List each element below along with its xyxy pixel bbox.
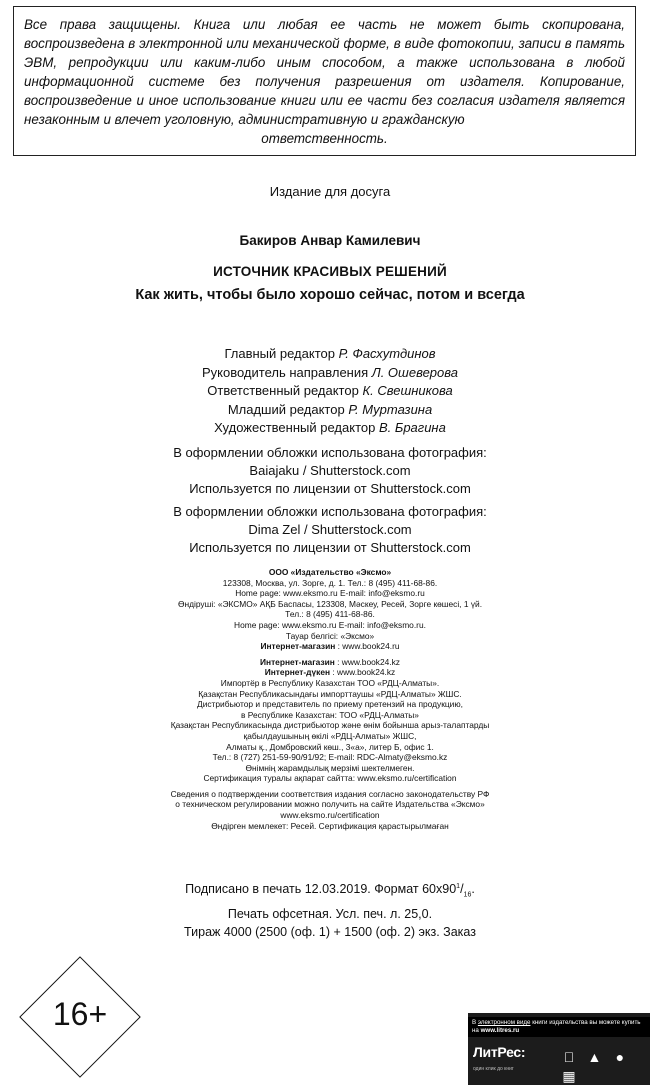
windows-icon: ▦ [562, 1072, 576, 1088]
litres-tagline: один клик до книг [473, 1066, 514, 1072]
litres-logo: ЛитРес: [473, 1044, 526, 1060]
cover-photo-credit: В оформлении обложки использована фотография: Dima Zel / Shutterstock.com Используется по лицензии от Shutterstock.com [173, 504, 487, 555]
android-icon: ▲ [587, 1053, 602, 1069]
platform-icons [560, 1048, 650, 1086]
copyright-last-line: ответственность. [261, 131, 388, 146]
credit-line: Руководитель направления Л. Ошеверова [201, 364, 458, 380]
litres-promo-text: В электронном виде книги издательства вы можете купить на www.litres.ru [468, 1017, 650, 1037]
blackberry-icon: ● [615, 1053, 625, 1069]
litres-banner[interactable] [468, 1013, 650, 1088]
copyright-notice [13, 6, 636, 156]
print-details: Подписано в печать 12.03.2019. Формат $60х90^1/_{16}$. Печать офсетная. Усл. печ. л. 25,0. Тираж 4000 (2500 (оф. 1) + 1500 (оф. 2) экз. Заказ [184, 882, 476, 939]
age-rating-badge [20, 957, 140, 1077]
book-title: ИСТОЧНИК КРАСИВЫХ РЕШЕНИЙ [213, 264, 447, 279]
apple-icon [560, 1048, 578, 1066]
copyright-text: Все права защищены. Книга или любая ее часть не может быть скопирована, воспроизведена в электронной или механической форме, в виде фотокопии, записи в память ЭВМ, репродукции или каким-либо иным способом, а также использована в любой информационной системе без получения разрешения от издателя. Копирование, воспроизведение и иное использование книги или ее части без согласия издателя является незаконным и влечет уголовную, административную и гражданскую [24, 17, 625, 127]
book-subtitle: Как жить, чтобы было хорошо сейчас, потом и всегда [135, 287, 525, 303]
credit-line: Художественный редактор В. Брагина [214, 420, 446, 435]
author-name: Бакиров Анвар Камилевич [239, 233, 421, 248]
cover-photo-credit: В оформлении обложки использована фотография: Baiajaku / Shutterstock.com Используется по лицензии от Shutterstock.com [173, 445, 487, 496]
credit-line: Младший редактор Р. Муртазина [227, 401, 433, 417]
age-rating-text: 16+ [52, 996, 108, 1032]
edition-type: Издание для досуга [269, 184, 391, 199]
credit-line: Ответственный редактор К. Свешникова [207, 383, 453, 398]
credit-line: Главный редактор Р. Фасхутдинов [224, 346, 436, 361]
editorial-credits [0, 345, 660, 438]
publisher-info: ООО «Издательство «Эксмо» 123308, Москва, ул. Зорге, д. 1. Тел.: 8 (495) 411-68-86. Home page: www.eksmo.ru E-mail: info@eksmo.ru Өндіруші: «ЭКСМО» АҚБ Баспасы, 123308, Мәскеу, Ресей, Зорге көшесі, 1 үй. Тел.: 8 (495) 411-68-86. Home page: www.eksmo.ru E-mail: info@eksmo.ru. Тауар белгісі: «Эксмо» Интернет-магазин : www.book24.ru Интернет-магазин : www.book24.kz Интернет-дүкен : www.book24.kz Импортёр в Республику Казахстан ТОО «РДЦ-Алматы». Қазақстан Республикасындағы импорттаушы «РДЦ-Алматы» ЖШС. Дистрибьютор и представитель по приему претензий на продукцию, в Республике Казахстан: ТОО «РДЦ-Алматы» Қазақстан Республикасында дистрибьютор және өнім бойынша арыз-талаптарды қабылдаушының өкілі «РДЦ-Алматы» ЖШС, Алматы қ., Домбровский көш., 3«а», литер Б, офис 1. Тел.: 8 (727) 251-59-90/91/92; E-mail: RDC-Almaty@eksmo.kz Өнімнің жарамдылық мерзімі шектелмеген. Сертификация туралы ақпарат сайтта: www.eksmo.ru/certification Сведения о подтверждении соответствия издания согласно законодательству РФ о техническом регулировании можно получить на сайте Издательства «Эксмо» www.eksmo.ru/certification Өндірген мемлекет: Ресей. Сертификация қарастырылмаған [170, 567, 490, 831]
